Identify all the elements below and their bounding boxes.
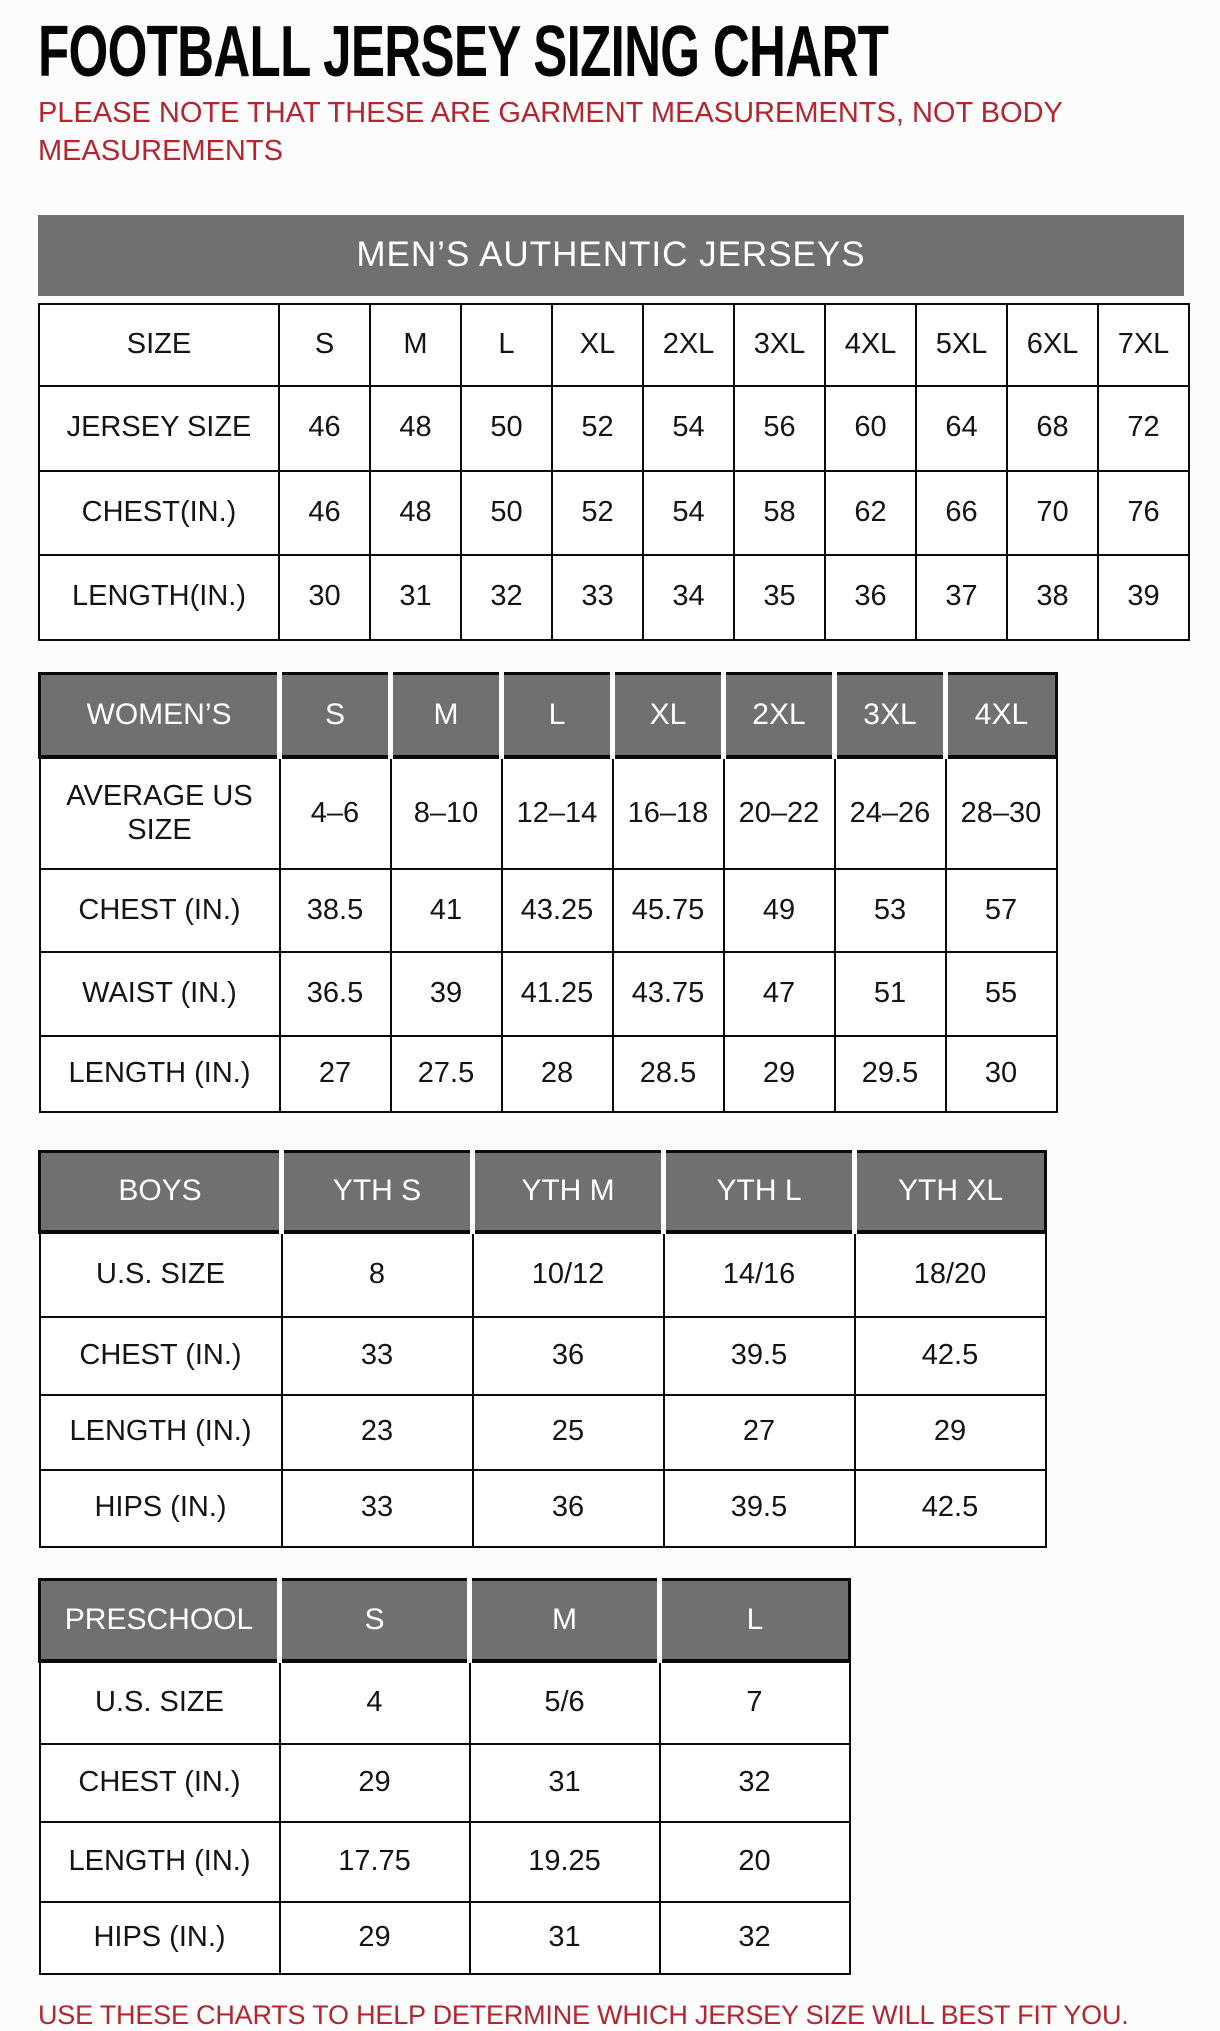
table-cell: 35 (734, 555, 825, 640)
garment-measurements-note: PLEASE NOTE THAT THESE ARE GARMENT MEASUREMENTS, NOT BODY MEASUREMENTS (38, 97, 1063, 168)
row-label: U.S. SIZE (40, 1232, 282, 1317)
header-cell: 2XL (724, 673, 835, 757)
table-cell: 20–22 (724, 757, 835, 869)
table-row (40, 1744, 850, 1822)
table-cell: 31 (470, 1744, 660, 1822)
header-cell: S (280, 673, 391, 757)
header-cell: M (470, 1579, 660, 1661)
table-cell: 29 (280, 1902, 470, 1974)
table-cell: 60 (825, 386, 916, 471)
table-cell: 49 (724, 869, 835, 952)
table-row (40, 1470, 1046, 1547)
row-label: LENGTH (IN.) (40, 1395, 282, 1470)
table-row (40, 1232, 1046, 1317)
table-cell: 29.5 (835, 1036, 946, 1112)
table-cell: 34 (643, 555, 734, 640)
header-cell: S (280, 1579, 470, 1661)
table-cell: 33 (552, 555, 643, 640)
table-cell: 10/12 (473, 1232, 664, 1317)
table-cell: 3XL (734, 304, 825, 386)
table-cell: 36 (825, 555, 916, 640)
boys-size-table (38, 1150, 1047, 1548)
table-cell: L (461, 304, 552, 386)
table-row (40, 1822, 850, 1902)
table-cell: 55 (946, 952, 1057, 1036)
table-cell: 30 (946, 1036, 1057, 1112)
table-cell: 29 (855, 1395, 1046, 1470)
table-cell: 46 (279, 386, 370, 471)
table-cell: 46 (279, 471, 370, 555)
table-title-cell: WOMEN’S (40, 673, 280, 757)
table-row (40, 1317, 1046, 1395)
preschool-size-table (38, 1578, 851, 1976)
table-cell: 53 (835, 869, 946, 952)
table-cell: 7 (660, 1661, 850, 1744)
table-cell: 20 (660, 1822, 850, 1902)
row-label: JERSEY SIZE (39, 386, 279, 471)
table-cell: 54 (643, 471, 734, 555)
womens-size-table (38, 672, 1058, 1114)
table-cell: 41 (391, 869, 502, 952)
row-label: CHEST (IN.) (40, 1744, 280, 1822)
table-cell: 30 (279, 555, 370, 640)
table-cell: 39.5 (664, 1470, 855, 1547)
table-cell: XL (552, 304, 643, 386)
table-cell: 50 (461, 471, 552, 555)
table-cell: 41.25 (502, 952, 613, 1036)
row-label: CHEST (IN.) (40, 1317, 282, 1395)
table-cell: 4 (280, 1661, 470, 1744)
table-row (40, 1395, 1046, 1470)
row-label: AVERAGE US SIZE (40, 757, 280, 869)
row-label: U.S. SIZE (40, 1661, 280, 1744)
row-label: HIPS (IN.) (40, 1902, 280, 1974)
table-cell: 27 (664, 1395, 855, 1470)
table-cell: 47 (724, 952, 835, 1036)
table-cell: S (279, 304, 370, 386)
table-cell: 19.25 (470, 1822, 660, 1902)
table-cell: 43.25 (502, 869, 613, 952)
table-cell: 42.5 (855, 1317, 1046, 1395)
table-cell: 29 (724, 1036, 835, 1112)
row-label: LENGTH (IN.) (40, 1822, 280, 1902)
row-label: WAIST (IN.) (40, 952, 280, 1036)
table-cell: 14/16 (664, 1232, 855, 1317)
row-label: HIPS (IN.) (40, 1470, 282, 1547)
table-cell: 27 (280, 1036, 391, 1112)
table-row (40, 869, 1057, 952)
table-cell: 7XL (1098, 304, 1189, 386)
table-cell: 45.75 (613, 869, 724, 952)
header-cell: L (502, 673, 613, 757)
row-label: LENGTH(IN.) (39, 555, 279, 640)
table-cell: 4XL (825, 304, 916, 386)
table-cell: 28–30 (946, 757, 1057, 869)
table-cell: 18/20 (855, 1232, 1046, 1317)
table-cell: 72 (1098, 386, 1189, 471)
table-cell: 36 (473, 1317, 664, 1395)
header-cell: YTH M (473, 1152, 664, 1232)
table-row (40, 757, 1057, 869)
table-cell: 24–26 (835, 757, 946, 869)
table-row (40, 952, 1057, 1036)
table-cell: 76 (1098, 471, 1189, 555)
table-row (39, 555, 1189, 640)
table-cell: 8 (282, 1232, 473, 1317)
row-label: CHEST(IN.) (39, 471, 279, 555)
table-cell: 33 (282, 1317, 473, 1395)
table-cell: 17.75 (280, 1822, 470, 1902)
table-cell: 42.5 (855, 1470, 1046, 1547)
table-cell: 68 (1007, 386, 1098, 471)
header-cell: 3XL (835, 673, 946, 757)
table-cell: 66 (916, 471, 1007, 555)
table-cell: 70 (1007, 471, 1098, 555)
row-label: SIZE (39, 304, 279, 386)
table-row (39, 471, 1189, 555)
table-cell: 27.5 (391, 1036, 502, 1112)
table-cell: M (370, 304, 461, 386)
table-cell: 33 (282, 1470, 473, 1547)
table-cell: 23 (282, 1395, 473, 1470)
header-cell: YTH XL (855, 1152, 1046, 1232)
header-cell: XL (613, 673, 724, 757)
table-cell: 38 (1007, 555, 1098, 640)
page-title: FOOTBALL JERSEY SIZING CHART (38, 12, 889, 92)
table-cell: 12–14 (502, 757, 613, 869)
table-cell: 56 (734, 386, 825, 471)
table-cell: 51 (835, 952, 946, 1036)
header-cell: M (391, 673, 502, 757)
table-cell: 36 (473, 1470, 664, 1547)
table-cell: 54 (643, 386, 734, 471)
table-cell: 32 (660, 1902, 850, 1974)
table-cell: 8–10 (391, 757, 502, 869)
table-cell: 52 (552, 471, 643, 555)
table-cell: 39 (1098, 555, 1189, 640)
header-cell: YTH L (664, 1152, 855, 1232)
table-title-cell: BOYS (40, 1152, 282, 1232)
table-row (39, 304, 1189, 386)
table-cell: 28.5 (613, 1036, 724, 1112)
table-row (39, 386, 1189, 471)
row-label: LENGTH (IN.) (40, 1036, 280, 1112)
table-row (40, 1036, 1057, 1112)
mens-table-banner: MEN’S AUTHENTIC JERSEYS (38, 215, 1184, 296)
table-cell: 52 (552, 386, 643, 471)
table-cell: 2XL (643, 304, 734, 386)
table-cell: 36.5 (280, 952, 391, 1036)
table-cell: 43.75 (613, 952, 724, 1036)
table-cell: 6XL (1007, 304, 1098, 386)
table-cell: 5/6 (470, 1661, 660, 1744)
table-cell: 32 (461, 555, 552, 640)
table-cell: 29 (280, 1744, 470, 1822)
table-cell: 4–6 (280, 757, 391, 869)
table-cell: 62 (825, 471, 916, 555)
header-cell: YTH S (282, 1152, 473, 1232)
table-cell: 32 (660, 1744, 850, 1822)
table-cell: 39 (391, 952, 502, 1036)
table-row (40, 1902, 850, 1974)
page-title-box (38, 12, 1190, 92)
table-cell: 57 (946, 869, 1057, 952)
table-cell: 31 (470, 1902, 660, 1974)
row-label: CHEST (IN.) (40, 869, 280, 952)
table-header-row (40, 1579, 850, 1661)
table-cell: 31 (370, 555, 461, 640)
table-header-row (40, 673, 1057, 757)
table-cell: 5XL (916, 304, 1007, 386)
fit-advice-note: USE THESE CHARTS TO HELP DETERMINE WHICH JERSEY SIZE WILL BEST FIT YOU. (38, 2000, 1129, 2031)
table-cell: 16–18 (613, 757, 724, 869)
table-cell: 48 (370, 386, 461, 471)
table-header-row (40, 1152, 1046, 1232)
table-cell: 39.5 (664, 1317, 855, 1395)
table-cell: 58 (734, 471, 825, 555)
table-row (40, 1661, 850, 1744)
table-cell: 48 (370, 471, 461, 555)
table-cell: 38.5 (280, 869, 391, 952)
table-title-cell: PRESCHOOL (40, 1579, 280, 1661)
table-cell: 25 (473, 1395, 664, 1470)
header-cell: 4XL (946, 673, 1057, 757)
table-cell: 50 (461, 386, 552, 471)
table-cell: 37 (916, 555, 1007, 640)
header-cell: L (660, 1579, 850, 1661)
table-cell: 64 (916, 386, 1007, 471)
table-cell: 28 (502, 1036, 613, 1112)
mens-size-table (38, 303, 1190, 641)
